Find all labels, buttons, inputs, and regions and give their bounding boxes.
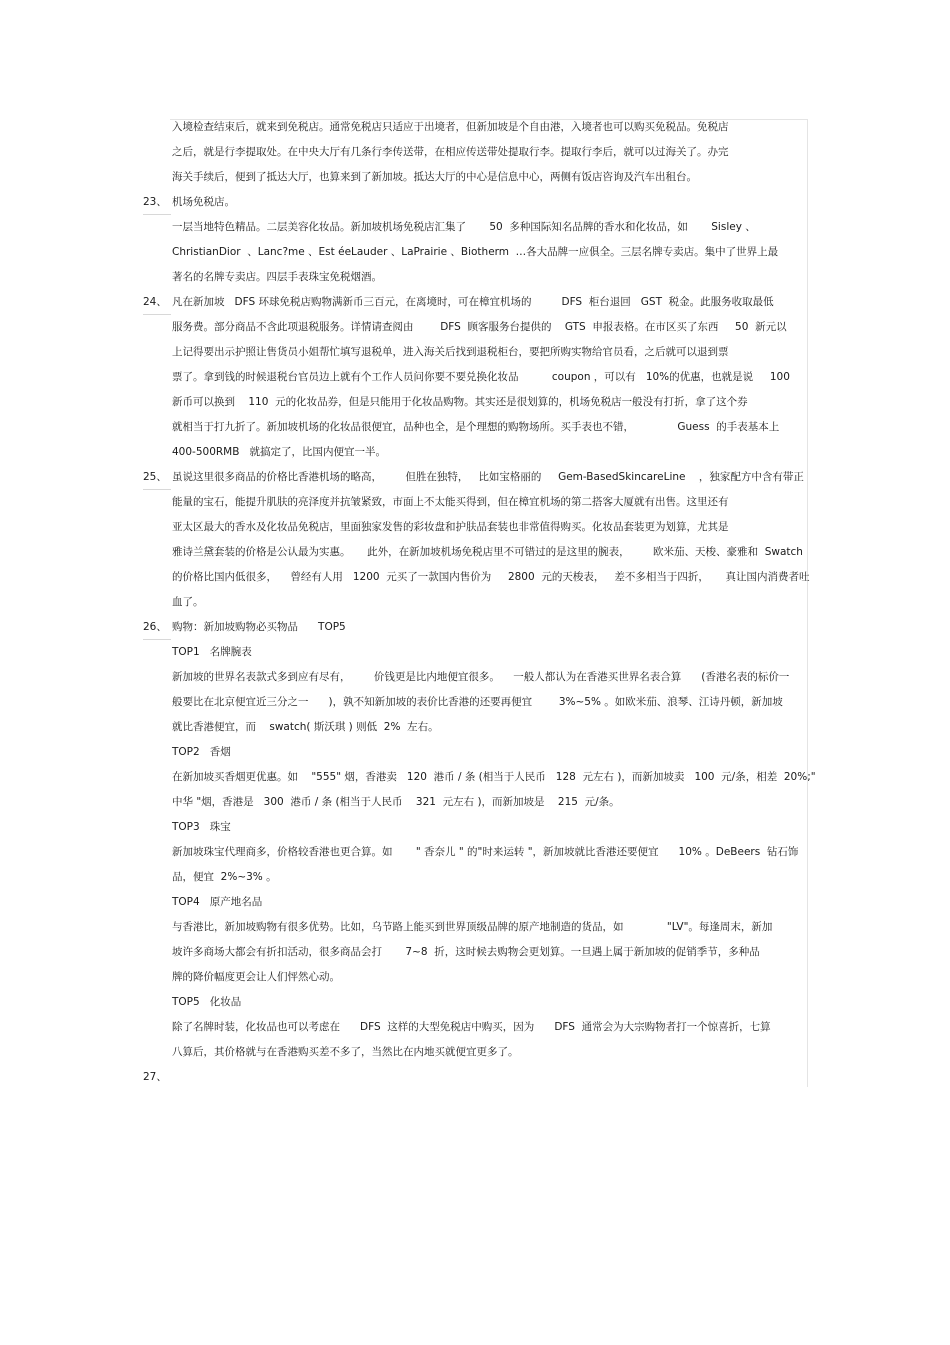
text-line (0, 142, 950, 167)
text-line (0, 992, 950, 1017)
text-line (0, 842, 950, 867)
text-line (0, 242, 950, 267)
item-number: 24、 (143, 296, 167, 308)
text-line (0, 917, 950, 942)
text-line (0, 667, 950, 692)
paragraph-text: 除了名牌时装，化妆品也可以考虑在 DFS 这样的大型免税店中购买，因为 DFS 通常会为大宗购物者打一个惊喜折，七算 (172, 1021, 771, 1033)
paragraph-text: 海关手续后，便到了抵达大厅，也算来到了新加坡。抵达大厅的中心是信息中心，两侧有饭店咨询及汽车出租台。 (172, 171, 697, 183)
paragraph-text: 虽说这里很多商品的价格比香港机场的略高， 但胜在独特， 比如宝格丽的 Gem-BasedSkincareLine ，独家配方中含有带正 (172, 471, 804, 483)
text-line (0, 392, 950, 417)
text-line (0, 517, 950, 542)
text-line (0, 1017, 950, 1042)
item-number: 26、 (143, 621, 167, 633)
paragraph-text: 凡在新加坡 DFS 环球免税店购物满新币三百元，在离境时，可在樟宜机场的 DFS 柜台退回 GST 税金。此服务收取最低 (172, 296, 774, 308)
number-underline (143, 489, 171, 490)
text-line (0, 967, 950, 992)
text-line (0, 767, 950, 792)
paragraph-text: TOP2 香烟 (172, 746, 231, 758)
paragraph-text: 票了。拿到钱的时候退税台官员边上就有个工作人员问你要不要兑换化妆品 coupon ，可以有 10%的优惠，也就是说 100 (172, 371, 790, 383)
text-line (0, 217, 950, 242)
text-line (0, 1067, 950, 1092)
text-line (0, 367, 950, 392)
paragraph-text: TOP3 珠宝 (172, 821, 231, 833)
text-line (0, 192, 950, 217)
paragraph-text: 亚太区最大的香水及化妆品免税店，里面独家发售的彩妆盘和护肤品套装也非常值得购买。化妆品套装更为划算，尤其是 (172, 521, 729, 533)
text-line (0, 642, 950, 667)
text-line (0, 892, 950, 917)
paragraph-text: 上记得要出示护照让售货员小姐帮忙填写退税单，进入海关后找到退税柜台，要把所购实物给官员看，之后就可以退到票 (172, 346, 729, 358)
paragraph-text: 雅诗兰黛套装的价格是公认最为实惠。 此外，在新加坡机场免税店里不可错过的是这里的腕表， 欧米茄、天梭、豪雅和 Swatch (172, 546, 803, 558)
paragraph-text: 机场免税店。 (172, 196, 235, 208)
text-line (0, 692, 950, 717)
number-underline (143, 639, 171, 640)
paragraph-text: 中华 "烟，香港是 300 港币 / 条 (相当于人民币 321 元左右 )，而新加坡是 215 元/条。 (172, 796, 620, 808)
paragraph-text: 就相当于打九折了。新加坡机场的化妆品很便宜，品种也全，是个理想的购物场所。买手表也不错， Guess 的手表基本上 (172, 421, 780, 433)
text-line (0, 442, 950, 467)
paragraph-text: 服务费。部分商品不含此项退税服务。详情请查阅由 DFS 顾客服务台提供的 GTS 申报表格。在市区买了东西 50 新元以 (172, 321, 787, 333)
paragraph-text: 购物：新加坡购物必买物品 TOP5 (172, 621, 346, 633)
text-line (0, 817, 950, 842)
number-underline (143, 314, 171, 315)
paragraph-text: 著名的名牌专卖店。四层手表珠宝免税烟酒。 (172, 271, 382, 283)
text-line (0, 417, 950, 442)
text-line (0, 1042, 950, 1067)
paragraph-text: 就比香港便宜，而 swatch( 斯沃琪 ) 则低 2% 左右。 (172, 721, 439, 733)
text-line (0, 492, 950, 517)
text-line (0, 792, 950, 817)
paragraph-text: 400-500RMB 就搞定了，比国内便宜一半。 (172, 446, 386, 458)
paragraph-text: 牌的降价幅度更会让人们怦然心动。 (172, 971, 340, 983)
paragraph-text: 血了。 (172, 596, 204, 608)
paragraph-text: 与香港比，新加坡购物有很多优势。比如，乌节路上能买到世界顶级品牌的原产地制造的货品，如 "LV"。每逢周末，新加 (172, 921, 773, 933)
text-line (0, 567, 950, 592)
text-line (0, 117, 950, 142)
text-line (0, 267, 950, 292)
paragraph-text: 一层当地特色精品。二层美容化妆品。新加坡机场免税店汇集了 50 多种国际知名品牌的香水和化妆品，如 Sisley 、 (172, 221, 756, 233)
paragraph-text: 新币可以换到 110 元的化妆品券，但是只能用于化妆品购物。其实还是很划算的，机场免税店一般没有打折，拿了这个券 (172, 396, 748, 408)
text-line (0, 342, 950, 367)
text-line (0, 617, 950, 642)
paragraph-text: TOP1 名牌腕表 (172, 646, 252, 658)
paragraph-text: TOP5 化妆品 (172, 996, 242, 1008)
paragraph-text: 入境检查结束后，就来到免税店。通常免税店只适应于出境者，但新加坡是个自由港，入境者也可以购买免税品。免税店 (172, 121, 729, 133)
paragraph-text: 的价格比国内低很多， 曾经有人用 1200 元买了一款国内售价为 2800 元的天梭表， 差不多相当于四折， 真让国内消费者吐 (172, 571, 810, 583)
text-line (0, 592, 950, 617)
text-line (0, 467, 950, 492)
paragraph-text: 能量的宝石，能提升肌肤的亮泽度并抗皱紧致，市面上不太能买得到，但在樟宜机场的第二搭客大厦就有出售。这里还有 (172, 496, 729, 508)
paragraph-text: ChristianDior 、Lanc?me 、Est éeLauder 、LaPrairie 、Biotherm …各大品牌一应俱全。三层名牌专卖店。集中了世界上最 (172, 246, 779, 258)
paragraph-text: 之后，就是行李提取处。在中央大厅有几条行李传送带，在相应传送带处提取行李。提取行李后，就可以过海关了。办完 (172, 146, 729, 158)
paragraph-text: TOP4 原产地名品 (172, 896, 263, 908)
paragraph-text: 新加坡的世界名表款式多到应有尽有， 价钱更是比内地便宜很多。 一般人都认为在香港买世界名表合算 (香港名表的标价一 (172, 671, 790, 683)
text-line (0, 542, 950, 567)
document-body (0, 117, 950, 1092)
paragraph-text: 八算后，其价格就与在香港购买差不多了，当然比在内地买就便宜更多了。 (172, 1046, 519, 1058)
item-number: 25、 (143, 471, 167, 483)
text-line (0, 317, 950, 342)
number-underline (143, 214, 171, 215)
item-number: 23、 (143, 196, 167, 208)
paragraph-text: 新加坡珠宝代理商多，价格较香港也更合算。如 " 香奈儿 " 的"时来运转 "，新加坡就比香港还要便宜 10% 。DeBeers 钻石饰 (172, 846, 799, 858)
paragraph-text: 在新加坡买香烟更优惠。如 "555" 烟，香港卖 120 港币 / 条 (相当于人民币 128 元左右 )，而新加坡卖 100 元/条，相差 20%;" (172, 771, 816, 783)
text-line (0, 167, 950, 192)
text-line (0, 867, 950, 892)
text-line (0, 292, 950, 317)
text-line (0, 717, 950, 742)
paragraph-text: 般要比在北京便宜近三分之一 )，孰不知新加坡的表价比香港的还要再便宜 3%~5% 。如欧米茄、浪琴、江诗丹顿，新加坡 (172, 696, 783, 708)
paragraph-text: 品，便宜 2%~3% 。 (172, 871, 277, 883)
paragraph-text: 坡许多商场大都会有折扣活动，很多商品会打 7~8 折，这时候去购物会更划算。一旦遇上属于新加坡的促销季节，多种品 (172, 946, 760, 958)
text-line (0, 742, 950, 767)
text-line (0, 942, 950, 967)
item-number: 27、 (143, 1071, 167, 1083)
